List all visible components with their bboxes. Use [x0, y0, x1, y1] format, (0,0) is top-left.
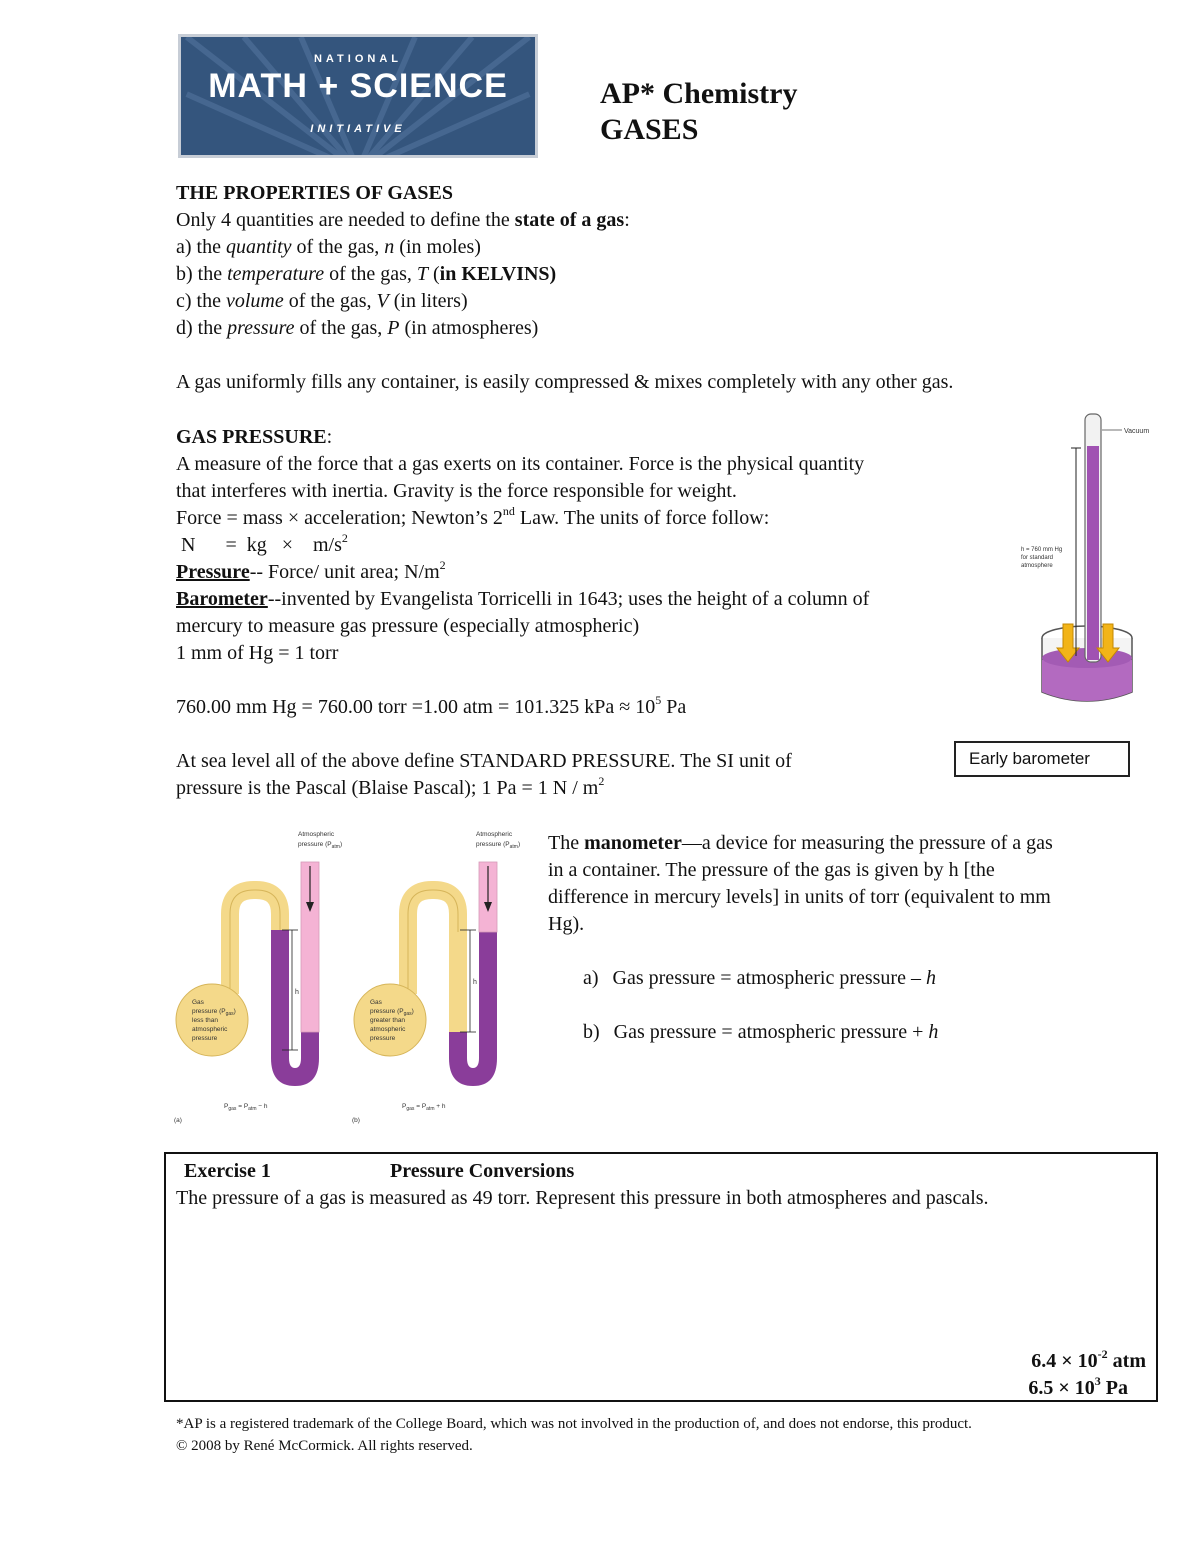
logo-text-math-science: MATH + SCIENCE — [208, 67, 508, 105]
manometer-b-gas-3: greater than — [370, 1017, 406, 1024]
property-b-prefix: b) the — [176, 263, 228, 285]
manometer-a-gas-5: pressure — [192, 1035, 218, 1042]
manometer-a-atm-1: Atmospheric — [298, 831, 335, 838]
exercise-box — [164, 1152, 1158, 1402]
manometer-b-gas-4: atmospheric — [370, 1026, 406, 1033]
property-b-term: temperature — [227, 263, 325, 285]
manometer-term: manometer — [584, 832, 682, 854]
barometer-diagram — [1010, 402, 1160, 712]
case-a-label: a) — [583, 967, 599, 989]
pressure-line-3 — [176, 505, 769, 532]
answer-atm-value: 6.4 × 10 — [1031, 1350, 1098, 1372]
answer-pa-unit: Pa — [1100, 1377, 1128, 1399]
intro-term: state of a gas — [514, 209, 625, 231]
barometer-term: Barometer — [176, 588, 268, 610]
manometer-a-gas-4: atmospheric — [192, 1026, 228, 1033]
manometer-b-equation: $P_{gas} = P_{atm} + h$ — [402, 1103, 446, 1112]
manometer-line-4: Hg). — [548, 913, 585, 935]
logo-text-national: NATIONAL — [313, 53, 402, 65]
property-d — [176, 315, 538, 342]
properties-heading: THE PROPERTIES OF GASES — [176, 182, 453, 204]
property-a-prefix: a) the — [176, 236, 226, 258]
property-b — [176, 261, 556, 288]
barometer-vacuum-label: Vacuum — [1124, 428, 1150, 435]
property-d-prefix: d) the — [176, 317, 228, 339]
manometer-b-gas-5: pressure — [370, 1035, 396, 1042]
manometer-a-gas-2: pressure $(P_{gas})$ — [192, 1008, 236, 1017]
exercise-answer-atm — [1031, 1348, 1146, 1374]
manometer-b-label: (b) — [352, 1117, 360, 1124]
property-d-mid: of the gas, — [294, 317, 388, 339]
manometer-a — [174, 831, 342, 1124]
manometer-b-h: h — [473, 979, 477, 986]
barometer-h-label-3: atmosphere — [1021, 563, 1053, 569]
manometer-line-2: in a container. The pressure of the gas is given by h [the — [548, 859, 995, 881]
manometer-a-equation: $P_{gas} = P_{atm} - h$ — [224, 1103, 268, 1112]
barometer-definition — [176, 586, 869, 613]
title-course: AP* Chemistry — [600, 77, 798, 110]
pressure-line-2: that interferes with inertia. Gravity is the force responsible for weight. — [176, 480, 737, 502]
manometer-case-a — [583, 965, 936, 992]
si-unit-sup: 2 — [598, 774, 605, 788]
property-d-var: P — [387, 317, 400, 339]
equiv-text: 760.00 mm Hg = 760.00 torr =1.00 atm = 101.325 kPa ≈ 10 — [176, 696, 656, 718]
pressure-line-1: A measure of the force that a gas exerts on its container. Force is the physical quantity — [176, 453, 865, 475]
exercise-answer-pa — [1028, 1375, 1128, 1401]
barometer-h-label-1: h = 760 mm Hg — [1021, 547, 1063, 553]
property-a-term: quantity — [225, 236, 292, 258]
footer-trademark: *AP is a registered trademark of the College Board, which was not involved in the production of, and does not endorse, this product. — [176, 1416, 972, 1432]
barometer-definition-2: mercury to measure gas pressure (especially atmospheric) — [176, 615, 640, 637]
document-title — [600, 76, 797, 148]
manometer-line-3: difference in mercury levels] in units of torr (equivalent to mm — [548, 886, 1051, 908]
answer-atm-unit: atm — [1107, 1350, 1146, 1372]
answer-atm-exp: -2 — [1097, 1347, 1108, 1361]
manometer-b-gas-1: Gas — [370, 999, 382, 1006]
manometer-b-atm-2: pressure $(P_{atm})$ — [476, 841, 521, 850]
force-units-text: N = kg × m/s — [176, 534, 342, 556]
property-b-unit: in KELVINS) — [439, 263, 557, 285]
property-c-unit: (in liters) — [388, 290, 468, 312]
exercise-question: The pressure of a gas is measured as 49 torr. Represent this pressure in both atmospheres and pascals. — [176, 1187, 989, 1209]
newton-text: Force = mass × acceleration; Newton’s 2 — [176, 507, 503, 529]
property-c-mid: of the gas, — [283, 290, 377, 312]
manometer-a-label: (a) — [174, 1117, 182, 1124]
pressure-def-sup: 2 — [439, 558, 446, 572]
intro-colon: : — [624, 209, 630, 231]
exercise-title: Pressure Conversions — [390, 1160, 575, 1182]
property-a-unit: (in moles) — [394, 236, 481, 258]
property-d-unit: (in atmospheres) — [399, 317, 539, 339]
force-units-sup: 2 — [341, 531, 348, 545]
barometer-h-label-2: for standard — [1021, 555, 1054, 561]
footer-copyright: © 2008 by René McCormick. All rights reserved. — [176, 1438, 473, 1454]
manometer-b-atm-1: Atmospheric — [476, 831, 513, 838]
case-a-var: h — [925, 967, 936, 989]
manometer-text-pre: The — [548, 832, 585, 854]
pressure-heading — [176, 424, 332, 451]
property-a-var: n — [384, 236, 395, 258]
property-c-prefix: c) the — [176, 290, 226, 312]
manometer-b — [352, 831, 520, 1124]
case-b-var: h — [928, 1021, 939, 1043]
manometer-a-gas-3: less than — [192, 1017, 219, 1024]
property-c-term: volume — [225, 290, 284, 312]
standard-pressure-1: At sea level all of the above define STANDARD PRESSURE. The SI unit of — [176, 750, 792, 772]
logo-text-initiative: INITIATIVE — [310, 123, 406, 135]
nmsi-logo — [178, 34, 538, 158]
force-units — [176, 532, 348, 559]
pressure-term: Pressure — [176, 561, 250, 583]
property-c-var: V — [376, 290, 389, 312]
answer-pa-value: 6.5 × 10 — [1028, 1377, 1095, 1399]
torr-equivalence: 1 mm of Hg = 1 torr — [176, 642, 339, 664]
property-d-term: pressure — [227, 317, 295, 339]
case-b-label: b) — [583, 1021, 600, 1043]
manometer-line-1 — [548, 830, 1053, 857]
equiv-unit: Pa — [661, 696, 687, 718]
manometer-a-h: h — [295, 989, 299, 996]
pressure-def-text: -- Force/ unit area; N/m — [249, 561, 440, 583]
property-a — [176, 234, 481, 261]
equiv-sup: 5 — [655, 693, 662, 707]
property-b-paren: ( — [428, 263, 440, 285]
barometer-caption: Early barometer — [954, 741, 1130, 777]
exercise-number: Exercise 1 — [184, 1160, 271, 1182]
title-topic: GASES — [600, 113, 699, 146]
property-a-mid: of the gas, — [291, 236, 385, 258]
manometer-text-post: —a device for measuring the pressure of a gas — [681, 832, 1053, 854]
standard-equivalences — [176, 694, 686, 721]
manometer-a-gas-1: Gas — [192, 999, 204, 1006]
standard-pressure-2 — [176, 775, 604, 802]
case-a-text: Gas pressure = atmospheric pressure – — [612, 967, 926, 989]
manometer-b-gas-2: pressure $(P_{gas})$ — [370, 1008, 414, 1017]
newton-text-end: Law. The units of force follow: — [514, 507, 770, 529]
pressure-heading-colon: : — [326, 426, 333, 448]
newton-sup: nd — [502, 504, 515, 518]
manometer-case-b — [583, 1019, 938, 1046]
property-b-mid: of the gas, — [324, 263, 417, 285]
answer-pa-exp: 3 — [1094, 1374, 1101, 1388]
pressure-definition — [176, 559, 446, 586]
barometer-def-text: --invented by Evangelista Torricelli in 1643; uses the height of a column of — [267, 588, 870, 610]
gas-summary: A gas uniformly fills any container, is easily compressed & mixes completely with any other gas. — [176, 371, 954, 393]
si-unit-text: pressure is the Pascal (Blaise Pascal); 1 Pa = 1 N / m — [176, 777, 599, 799]
case-b-text: Gas pressure = atmospheric pressure + — [613, 1021, 929, 1043]
properties-intro — [176, 207, 630, 234]
intro-text: Only 4 quantities are needed to define the — [176, 209, 515, 231]
property-c — [176, 288, 468, 315]
pressure-heading-text: GAS PRESSURE — [176, 426, 327, 448]
manometer-diagrams — [170, 822, 540, 1128]
property-b-var: T — [416, 263, 428, 285]
manometer-a-atm-2: pressure $(P_{atm})$ — [298, 841, 343, 850]
